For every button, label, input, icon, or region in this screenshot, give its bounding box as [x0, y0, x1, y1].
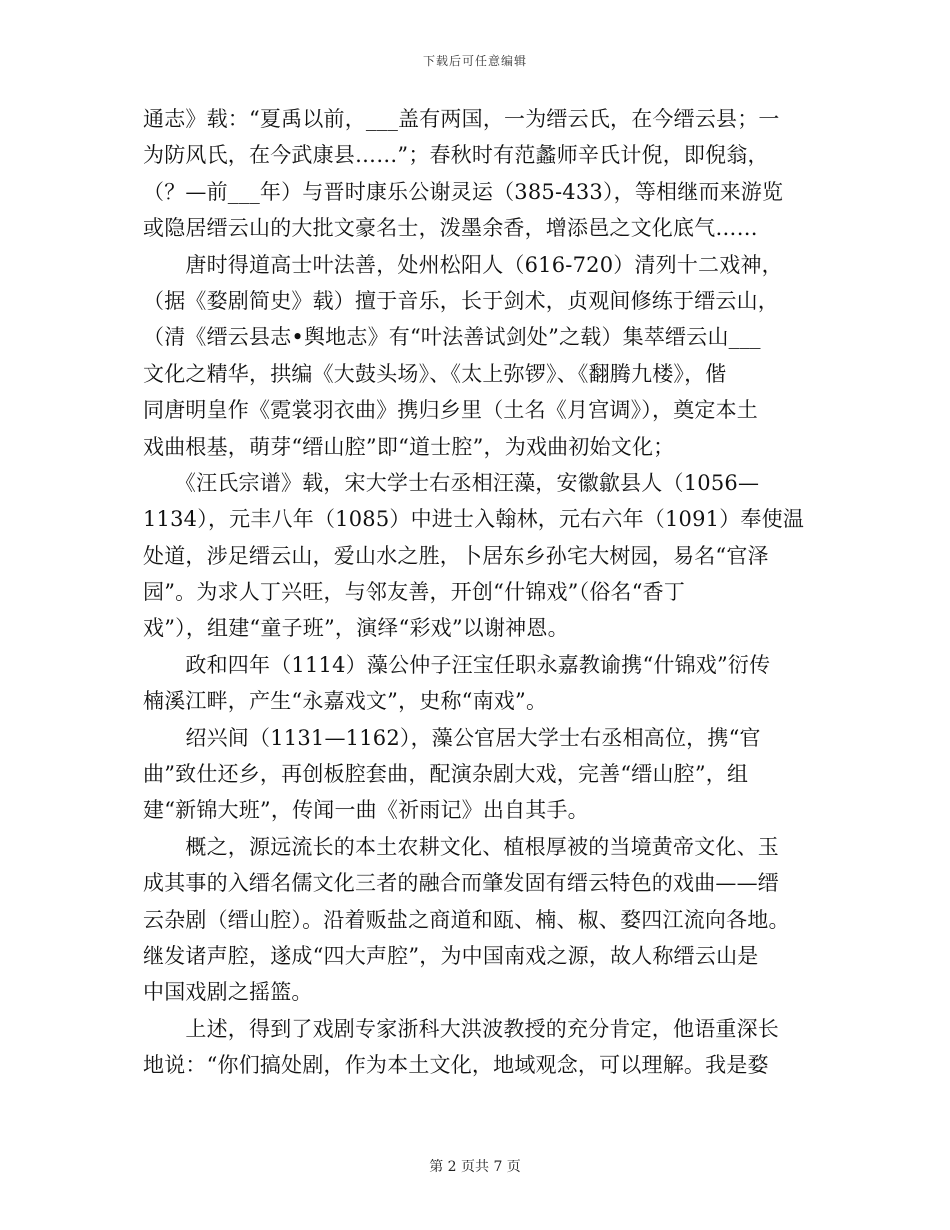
document-body [143, 101, 807, 1084]
text-line: 同唐明皇作《霓裳羽衣曲》携归乡里（土名《月宫调》），奠定本土 [143, 398, 758, 423]
text-line: 中国戏剧之摇篮。 [143, 980, 313, 1005]
text-line: 唐时得道高士叶法善，处州松阳人（616-720）清列十二戏神， [143, 252, 783, 277]
text-line: 为防风氏，在今武康县……”；春秋时有范蠡师辛氏计倪，即倪翁， [143, 143, 769, 168]
text-line: 戏曲根基，萌芽“缙山腔”即“道士腔”，为戏曲初始文化； [143, 434, 675, 459]
text-line: 或隐居缙云山的大批文豪名士，泼墨余香，增添邑之文化底气…… [143, 216, 758, 241]
text-line: 概之，源远流长的本土农耕文化、植根厚被的当境黄帝文化、玉 [143, 834, 779, 859]
text-line: 云杂剧（缙山腔）。沿着贩盐之商道和瓯、楠、椒、婺四江流向各地。 [143, 907, 790, 932]
text-line: 政和四年（1114）藻公仲子汪宝任职永嘉教谕携“什锦戏”衍传 [143, 652, 771, 677]
text-line: 继发诸声腔，遂成“四大声腔”，为中国南戏之源，故人称缙云山是 [143, 943, 759, 968]
text-line: 1134），元丰八年（1085）中进士入翰林，元右六年（1091）奉使温 [143, 507, 805, 532]
page-number-footer: 第 2 页共 7 页 [429, 1159, 521, 1175]
text-line: 处道，涉足缙云山，爱山水之胜，卜居东乡孙宅大树园，易名“官泽 [143, 543, 769, 568]
text-line: 上述，得到了戏剧专家浙科大洪波教授的充分肯定，他语重深长 [143, 1016, 779, 1041]
text-line: （据《婺剧简史》载）擅于音乐，长于剑术，贞观间修练于缙云山， [143, 288, 779, 313]
text-line: （？—前___年）与晋时康乐公谢灵运（385-433），等相继而来游览 [143, 179, 784, 204]
page-header: 下载后可任意编辑 [422, 54, 527, 68]
text-line: 文化之精华，拱编《大鼓头场》、《太上弥锣》、《翻腾九楼》，偕 [143, 361, 727, 386]
text-line: （清《缙云县志•舆地志》有“叶法善试剑处”之载）集萃缙云山___ [143, 325, 761, 350]
text-line: 建“新锦大班”，传闻一曲《祈雨记》出自其手。 [143, 798, 589, 823]
text-line: 成其事的入缙名儒文化三者的融合而肇发固有缙云特色的戏曲——缙 [143, 871, 779, 896]
text-line: 楠溪江畔，产生“永嘉戏文”，史称“南戏”。 [143, 689, 548, 714]
text-line: 《汪氏宗谱》载，宋大学士右丞相汪藻，安徽歙县人（1056— [143, 470, 760, 495]
text-line: 通志》载：“夏禹以前，___盖有两国，一为缙云氏，在今缙云县；一 [143, 107, 780, 131]
text-line: 地说：“你们搞处剧，作为本土文化，地域观念，可以理解。我是婺 [143, 1053, 769, 1078]
text-line: 戏”），组建“童子班”，演绎“彩戏”以谢神恩。 [143, 616, 569, 641]
text-line: 绍兴间（1131—1162），藻公官居大学士右丞相高位，携“官 [143, 725, 761, 750]
text-line: 曲”致仕还乡，再创板腔套曲，配演杂剧大戏，完善“缙山腔”，组 [143, 762, 749, 787]
text-line: 园”。为求人丁兴旺，与邻友善，开创“什锦戏”（俗名“香丁 [143, 580, 686, 605]
